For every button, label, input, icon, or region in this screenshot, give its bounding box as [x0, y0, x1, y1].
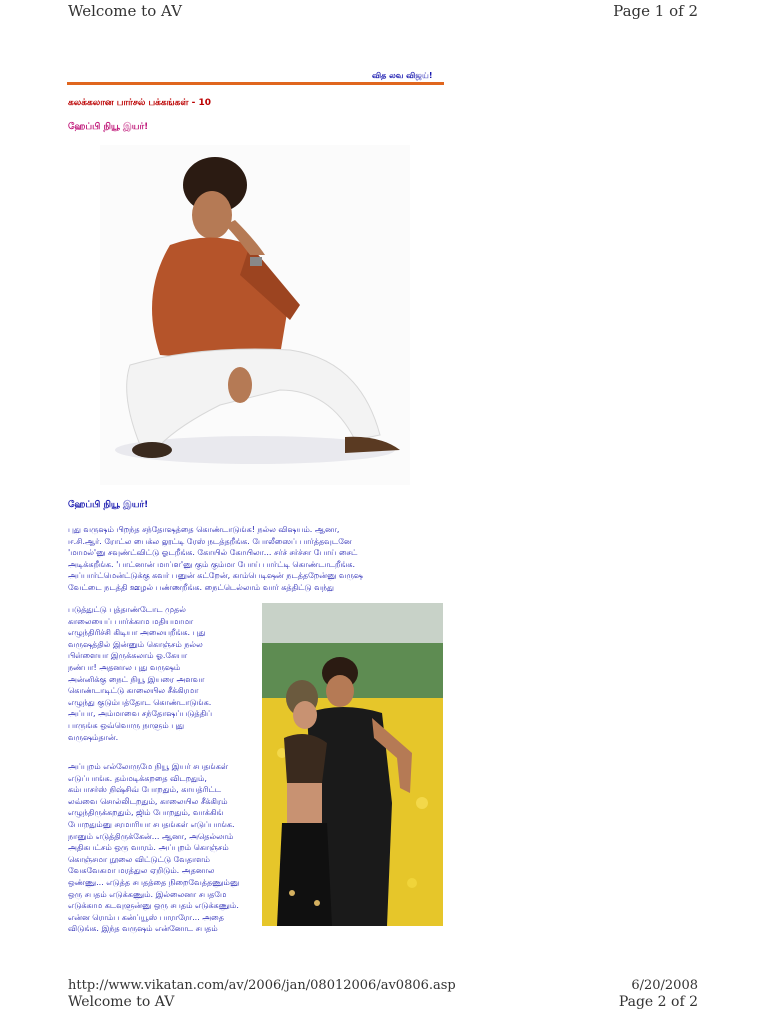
source-url: http://www.vikatan.com/av/2006/jan/08012006/av0806.asp [68, 978, 456, 993]
text-line: பிள்ளையா இருக்கலாம் ஓ.கேயா [68, 651, 188, 661]
page2-header-title: Welcome to AV [68, 994, 175, 1010]
text-line: எழுந்து குடும்பத்தோட கொண்டாடுங்க. [68, 697, 212, 707]
paragraph-three [68, 761, 239, 935]
text-line: கொண்டாடிட்டு காலையில சீக்கிரமா [68, 686, 199, 696]
text-line: லவ்வை சொல்லிடறதும், காலையில சீக்கிரம் [68, 796, 228, 806]
text-line: அப்புறம் எல்லோருமே நியூ இயர் சபதங்கள் [68, 762, 229, 771]
text-line: எழுந்திருக்கறதும், ஜிம் போறதும், வாக்கிங் [68, 808, 224, 818]
article-subtitle: ஹேப்பி நியூ இயர்! [68, 122, 149, 132]
page-number: Page 1 of 2 [613, 2, 698, 20]
couple-photo [262, 603, 443, 926]
text-line: எடுக்காம கடவுளுன்னு ஒரு சபதம் எடுக்கணும். [68, 901, 239, 911]
text-line: அன்னிக்கு நைட் நியூ இயரை அளவா [68, 674, 205, 684]
text-line: ஒரு சபதம் எடுக்கணும். இல்லைனா சபதமே [68, 889, 227, 899]
text-line: போறதும்னு சரமாரியா சபதங்கள் எடுப்பாங்க. [68, 819, 235, 829]
text-line: எழுந்திரிச்சி கிடியா அலையறீங்க. புது [68, 628, 206, 638]
text-line: ஈ.சி.ஆர். ரோட்ல பைக்ல லூட்டி ரேஸ் நடத்தறீங்க. போலீஸைப் பார்த்தவுடனே [68, 536, 352, 546]
text-line: நண்பா! அதனால புது வருஷம் [68, 662, 181, 672]
text-line: பாருங்க ஒவ்வொரு நாளும் புது [68, 720, 185, 730]
text-line: படுத்துட்டு புத்தாண்டோட முதல் [68, 605, 186, 614]
text-line: கம்பாசர்ஸ் நிஷ்சிவ் போறதும், காயத்ரிட்ட [68, 785, 222, 795]
text-line: புது வருஷம் பிறந்த சந்தோஷத்தை கொண்டாடுங்க! நல்ல விஷயம். ஆனா, [68, 525, 340, 534]
actor-portrait-photo [100, 145, 410, 485]
text-line: நானும் எடுத்திருக்கேன்... ஆனா, அதெல்லாம் [68, 831, 234, 841]
brand-tagline: வித லவ விஜய்! [372, 71, 433, 80]
text-line: அதிகபட்சம் ஒரு வாரம். அப்புறம் கொஞ்சம் [68, 843, 229, 853]
page-header-title: Welcome to AV [68, 2, 182, 20]
header-divider [67, 82, 444, 85]
text-line: வருஷம்தான். [68, 732, 119, 742]
text-line: வேகவேகமா மரத்துல ஏறிடும். அதனால [68, 866, 215, 876]
text-line: விடுங்க. இந்த வருஷம் என்னோட சபதம் [68, 924, 218, 934]
text-line: அடிக்கறீங்க. 'பாட்னான் மாப்ள'னு கும் கும்மா போய் பார்ட்டி கொண்டாடறீங்க. [68, 559, 356, 569]
paragraph-two [68, 604, 212, 743]
text-line: அப்பார்ட்மென்ட்டுக்கு கவர் பனுன் கட்றேன், காம்பெடிஷன் நடத்தறேன்னு வருஷ [68, 571, 363, 581]
series-title: கலக்கலான பார்சல் பக்கங்கள் - 10 [68, 98, 211, 108]
paragraph-intro [68, 524, 363, 594]
text-line: வேட்டை நடத்தி ஊழல் பண்ணறீங்க. நைட்டெல்லாம் வார் கத்திட்டு வந்து [68, 582, 334, 592]
text-line: வருஷத்தில் இன்னும் கொஞ்சம் நல்ல [68, 639, 203, 649]
text-line: என்ன ரொம்ப கன்ப்யூஸ் பாராரோ... அதை [68, 912, 224, 922]
page2-number: Page 2 of 2 [618, 994, 698, 1010]
text-line: எடுப்பாங்க. தம்மடிக்கறதை விடறதும், [68, 773, 207, 783]
text-line: கொஞ்சமா நூலை விட்டுட்டு வேதாளம் [68, 854, 210, 864]
text-line: காலையைப் பார்க்காம மதியமாமா [68, 616, 194, 626]
text-line: ஒண்ணு... எடுத்த சபதத்தை நிறைவேத்தணும்னு [68, 877, 240, 887]
article-heading: ஹேப்பி நியூ இயர்! [68, 500, 149, 510]
print-date: 6/20/2008 [631, 978, 698, 993]
text-line: அப்பா, அம்மாவை சந்தோஷப்படுத்திப் [68, 709, 213, 719]
text-line: 'மாமல்'னு சவுண்ட்விட்டு ஓடறீங்க. கோயில் கோயிலா... சர்ச் சர்ச்சா போய் சைட் [68, 548, 358, 558]
